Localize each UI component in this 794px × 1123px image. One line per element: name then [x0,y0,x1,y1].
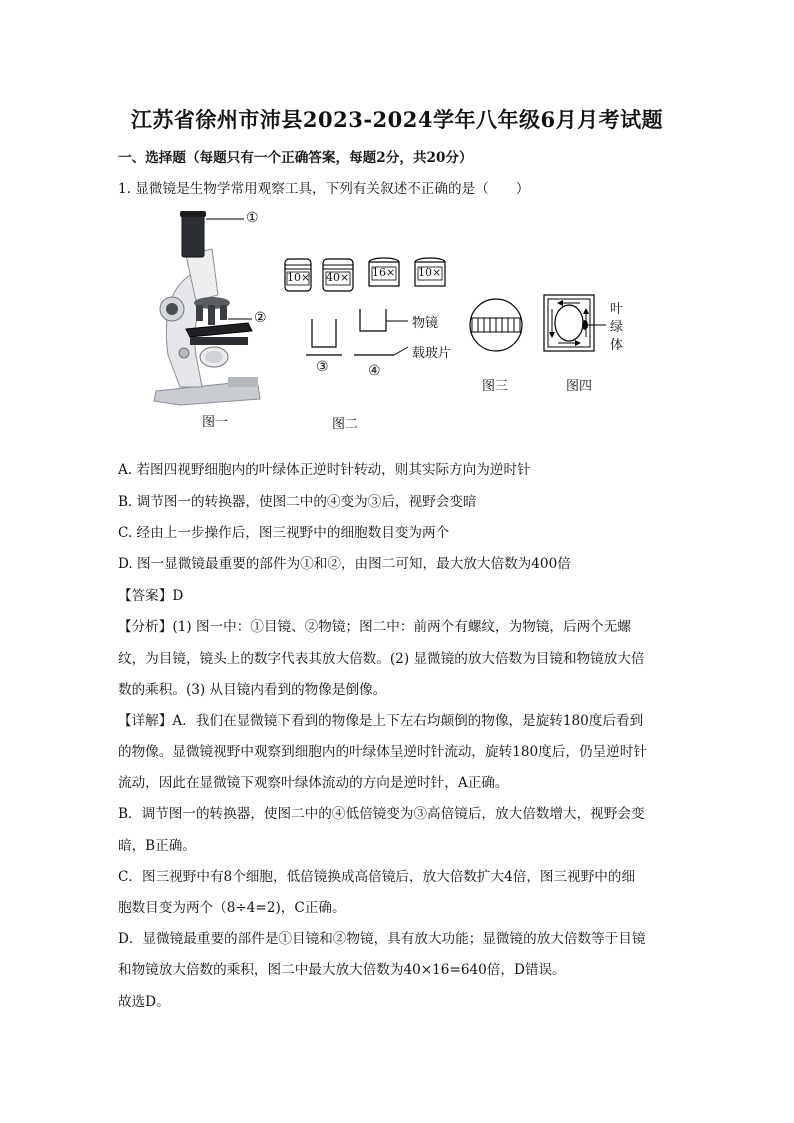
detail-line-3: 流动，因此在显微镜下观察叶绿体流动的方向是逆时针，A正确。 [118,775,509,791]
detail-line-6: C．图三视野中有8个细胞，低倍镜换成高倍镜后，放大倍数扩大4倍，图三视野中的细 [118,869,636,885]
slide-label: 载玻片 [412,346,452,361]
detail-line-9: 和物镜放大倍数的乘积，图二中最大放大倍数为40×16=640倍，D错误。 [118,962,566,978]
chloroplast-view [544,295,606,351]
chloroplast-label: 叶 绿 体 [610,302,624,353]
analysis-line-2: 纹，为目镜，镜头上的数字代表其放大倍数。(2) 显微镜的放大倍数为目镜和物镜放大倍 [118,651,645,667]
detail-line-4: B．调节图一的转换器，使图二中的④低倍镜变为③高倍镜后，放大倍数增大，视野会变 [118,806,645,822]
page-title: 江苏省徐州市沛县2023-2024学年八年级6月月考试题 [130,107,664,132]
detail-line-7: 胞数目变为两个（8÷4=2)，C正确。 [118,900,346,916]
microscope-illustration [154,211,260,405]
detail-line-1: 【详解】A．我们在显微镜下看到的物像是上下左右均颠倒的物像，是旋转180度后看到 [118,713,644,729]
lens-label-40: 40× [326,271,350,284]
figure-4-label: 图四 [566,379,593,394]
option-d: D. 图一显微镜最重要的部件为①和②，由图二可知，最大放大倍数为400倍 [118,556,571,572]
figure-area [140,205,660,435]
lens-label-16: 16× [372,266,396,279]
option-c: C. 经由上一步操作后，图三视野中的细胞数目变为两个 [118,525,450,541]
marker-eyepiece: ① [246,210,259,226]
figure-1-label: 图一 [202,415,229,430]
analysis-line-1: 【分析】(1) 图一中：①目镜、②物镜；图二中：前两个有螺纹，为物镜，后两个无螺 [118,619,631,635]
option-a: A. 若图四视野细胞内的叶绿体正逆时针转动，则其实际方向为逆时针 [118,462,531,478]
detail-line-8: D．显微镜最重要的部件是①目镜和②物镜，具有放大功能；显微镜的放大倍数等于目镜 [118,931,646,947]
question-stem: 1. 显微镜是生物学常用观察工具，下列有关叙述不正确的是（ ） [118,181,530,197]
section-heading: 一、选择题（每题只有一个正确答案，每题2分，共20分） [118,150,473,166]
marker-objective: ② [254,310,267,326]
analysis-line-3: 数的乘积。(3) 从目镜内看到的物像是倒像。 [118,682,387,698]
lens-label-10b: 10× [418,266,442,279]
lens-label-10: 10× [287,271,311,284]
objective-label: 物镜 [412,316,439,331]
detail-line-2: 的物像。显微镜视野中观察到细胞内的叶绿体呈逆时针流动，旋转180度后，仍呈逆时针 [118,744,647,760]
microscope-figures [140,205,660,435]
field-of-view-cells [470,299,522,351]
marker-low-power: ④ [368,363,381,379]
option-b: B. 调节图一的转换器，使图二中的④变为③后，视野会变暗 [118,494,477,510]
figure-2-label: 图二 [332,417,359,432]
marker-high-power: ③ [316,359,329,375]
detail-line-5: 暗，B正确。 [118,838,196,854]
figure-3-label: 图三 [482,379,509,394]
detail-line-10: 故选D。 [118,994,170,1010]
answer-line: 【答案】D [118,588,184,604]
